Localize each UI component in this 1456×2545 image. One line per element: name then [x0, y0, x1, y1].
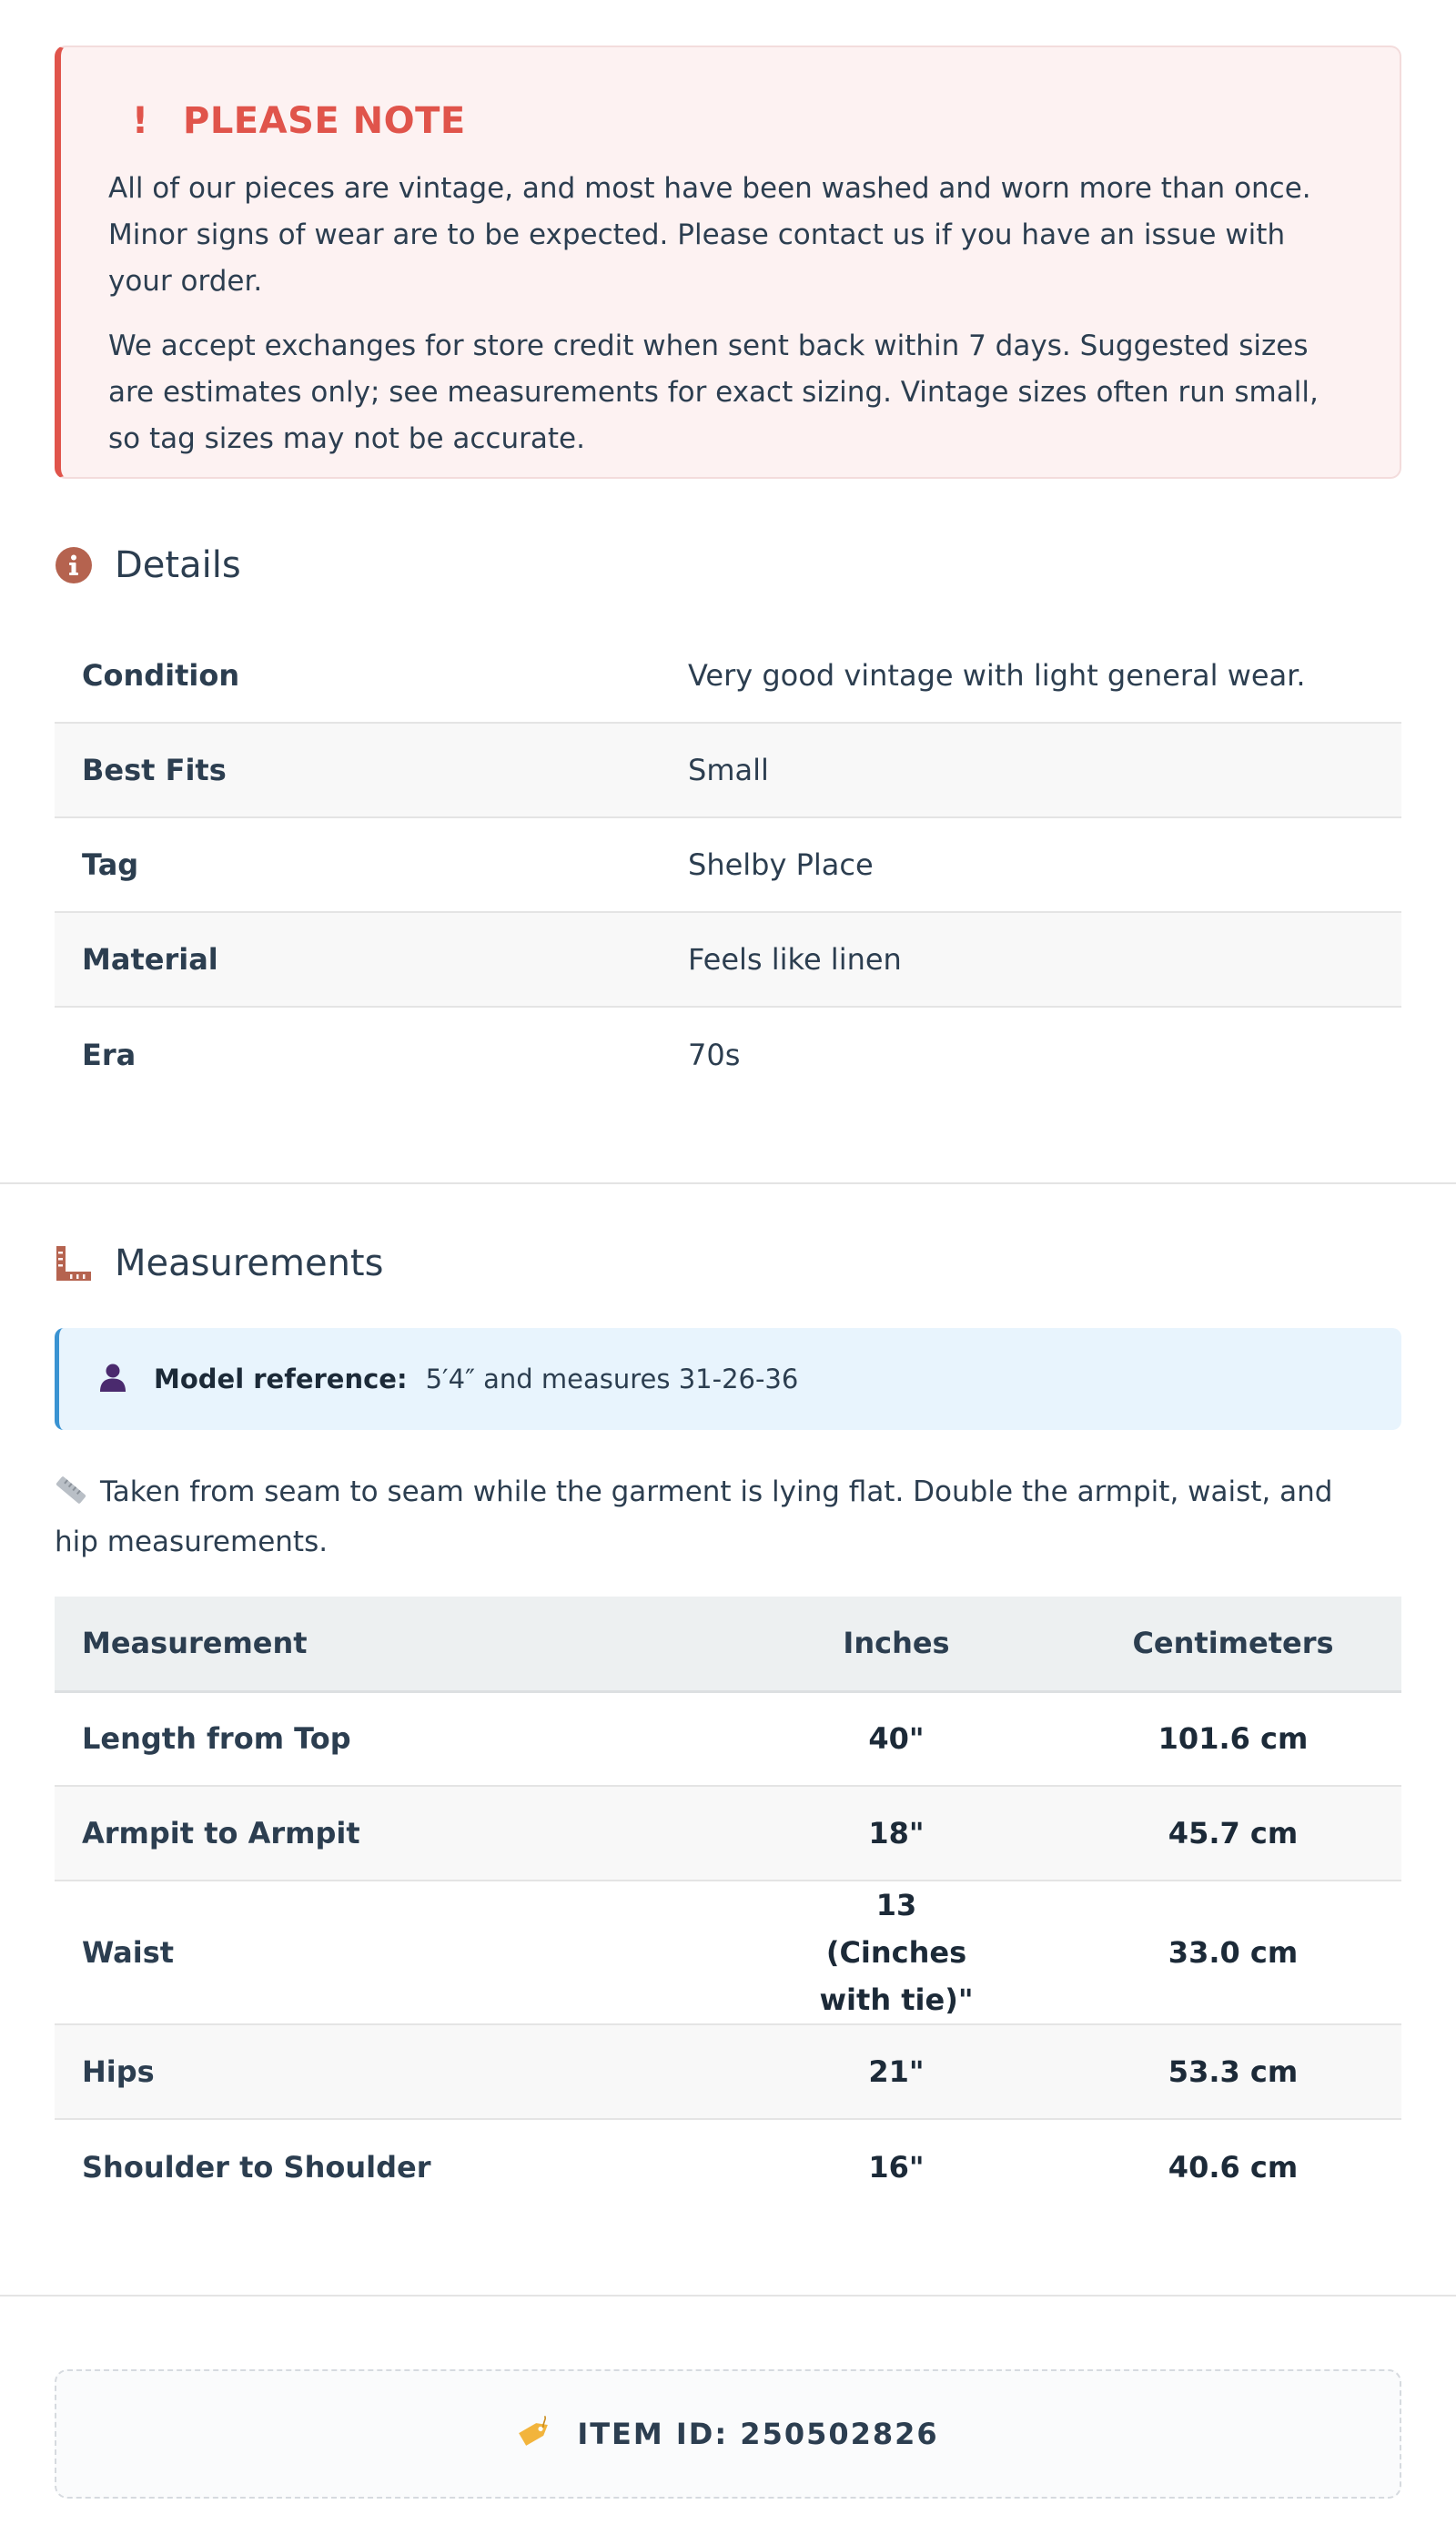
column-header: Inches	[728, 1597, 1065, 1691]
model-reference	[55, 1328, 1401, 1430]
ruler-icon	[55, 1473, 87, 1519]
exclamation-icon: !	[131, 100, 149, 142]
measurement-inches: 40"	[868, 1721, 925, 1757]
detail-label: Era	[82, 1037, 136, 1072]
measurement-cm: 53.3 cm	[1168, 2054, 1299, 2089]
measurement-note-text: Taken from seam to seam while the garment is lying flat. Double the armpit, waist, and hip measurements.	[55, 1475, 1333, 1558]
measurement-name: Armpit to Armpit	[82, 1816, 360, 1850]
ruler-icon	[55, 1244, 93, 1283]
measurement-cm: 101.6 cm	[1158, 1721, 1309, 1757]
detail-value: 70s	[688, 1037, 741, 1072]
info-circle-icon	[55, 546, 93, 584]
notice-box	[55, 46, 1401, 479]
person-icon	[97, 1362, 128, 1396]
measurement-cm: 33.0 cm	[1168, 1935, 1299, 1970]
table-row	[55, 628, 1401, 723]
measurement-inches: 16"	[868, 2149, 925, 2185]
detail-label: Condition	[82, 657, 240, 693]
measurement-name: Shoulder to Shoulder	[82, 2149, 431, 2185]
detail-label: Best Fits	[82, 753, 227, 787]
notice-paragraph: We accept exchanges for store credit when sent back within 7 days. Suggested sizes are estimates only; see measurements for exact sizing. Vintage sizes often run small, so tag sizes may not be accurate.	[108, 330, 1319, 455]
item-id-label: ITEM ID: 250502826	[577, 2417, 939, 2451]
table-row	[55, 1881, 1401, 2024]
measurement-name: Length from Top	[82, 1721, 351, 1757]
measurement-note	[55, 1469, 1365, 1566]
measurement-inches: 13 (Cinches with tie)"	[819, 1888, 974, 2017]
table-row	[55, 1007, 1401, 1101]
item-id-box	[55, 2369, 1401, 2499]
tag-icon	[517, 2416, 553, 2452]
measurement-name: Waist	[82, 1935, 175, 1970]
detail-value: Shelby Place	[688, 847, 874, 882]
measurements-header	[55, 1242, 383, 1284]
detail-value: Feels like linen	[688, 942, 902, 977]
column-header: Centimeters	[1065, 1597, 1401, 1691]
table-row	[55, 2119, 1401, 2214]
measurement-inches: 21"	[868, 2054, 925, 2089]
table-row	[55, 912, 1401, 1007]
detail-value: Small	[688, 753, 769, 787]
detail-value: Very good vintage with light general wear.	[688, 657, 1306, 693]
table-row	[55, 723, 1401, 817]
notice-header	[108, 98, 1354, 144]
table-row	[55, 2024, 1401, 2119]
model-reference-value: 5′4″ and measures 31-26-36	[425, 1364, 799, 1394]
notice-paragraph: All of our pieces are vintage, and most have been washed and worn more than once. Minor signs of wear are to be expected. Please contact us if you have an issue with your order.	[108, 172, 1311, 298]
measurements-table	[55, 1597, 1401, 2214]
table-row	[55, 817, 1401, 912]
section-divider	[0, 1182, 1456, 1184]
details-header	[55, 544, 241, 586]
measurement-inches: 18"	[868, 1816, 925, 1850]
measurement-cm: 40.6 cm	[1168, 2149, 1299, 2185]
detail-label: Tag	[82, 847, 139, 882]
column-header: Measurement	[55, 1597, 728, 1691]
model-reference-label: Model reference:	[154, 1364, 408, 1394]
notice-title: PLEASE NOTE	[183, 100, 466, 142]
measurement-cm: 45.7 cm	[1168, 1816, 1299, 1850]
details-table	[55, 628, 1401, 1101]
detail-label: Material	[82, 942, 218, 977]
measurements-title: Measurements	[115, 1242, 384, 1284]
table-row	[55, 1786, 1401, 1881]
table-header-row	[55, 1597, 1401, 1691]
table-row	[55, 1691, 1401, 1786]
measurement-name: Hips	[82, 2054, 155, 2089]
details-title: Details	[115, 544, 241, 586]
section-divider	[0, 2295, 1456, 2297]
